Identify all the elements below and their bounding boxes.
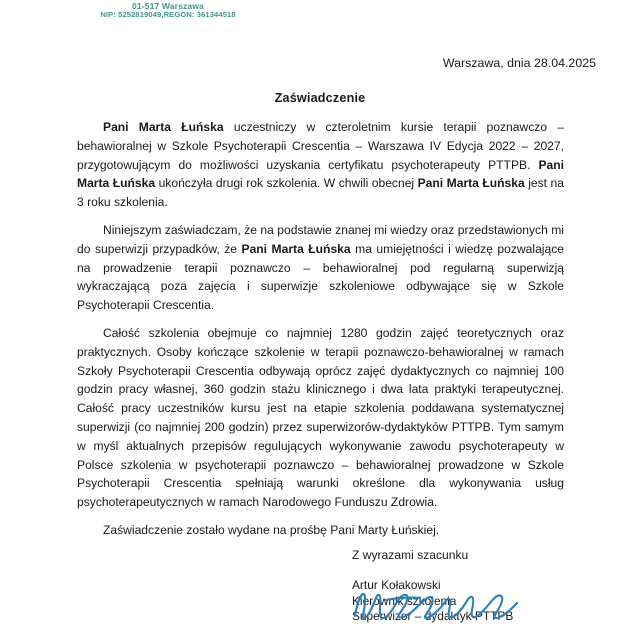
paragraph-4: Zaświadczenie zostało wydane na prośbę Pani Marty Łuńskiej. bbox=[103, 522, 440, 537]
closing-salutation: Z wyrazami szacunku bbox=[352, 548, 469, 562]
signatory-name: Artur Kołakowski bbox=[352, 578, 441, 592]
page-title: Zaświadczenie bbox=[274, 91, 366, 105]
document-header bbox=[0, 0, 640, 46]
signatory-role-1: Kierownik szkolenia bbox=[352, 593, 457, 608]
paragraph-1: Pani Marta Łuńska uczestniczy w czteroletnim kursie terapii poznawczo – behawioralnej w Szkole Psychoterapii Crescentia – Warszawa IV Edycja 2022 – 2027, przygotowującym do możliwości uzyskania certyfikatu psychoterapeuty PTTPB. Pani Marta Łuńska ukończyła drugi rok szkolenia. W chwili obecnej Pani Marta Łuńska jest na 3 roku szkolenia. bbox=[77, 120, 564, 210]
signatory-role-2: Superwizor – dydaktyk PTTPB bbox=[352, 609, 514, 624]
paragraph-3: Całość szkolenia obejmuje co najmniej 1280 godzin zajęć teoretycznych oraz praktycznych. Osoby kończące szkolenie w terapii poznawczo-behawioralnej w ramach Szkoły Psychoterapii Crescentia odbywają oprócz zajęć dydaktycznych co najmniej 100 godzin pracy własnej, 360 godzin stażu klinicznego i dwa lata praktyki terapeutycznej. Całość pracy uczestników kursu jest na etapie szkolenia poddawana systematycznej superwizji (co najmniej 200 godzin) przez superwizorów-dydaktyków PTTPB. Tym samym w myśl aktualnych przepisów regulujących wykonywanie zawodu psychoterapeuty w Polsce szkolenia w psychoterapii poznawczo – behawioralnej prowadzone w Szkole Psychoterapii Crescentia spełniają warunki określone dla wykonywania usług psychoterapeutycznych w ramach Narodowego Funduszu Zdrowia. bbox=[77, 325, 564, 510]
emphasized-text: Pani Marta Łuńska bbox=[241, 241, 351, 256]
date-line: Warszawa, dnia 28.04.2025 bbox=[442, 56, 596, 70]
emphasized-text: Pani Marta Łuńska bbox=[417, 176, 525, 191]
stamp-tax-ids: NIP: 5252819049,REGON: 361344518 bbox=[100, 9, 236, 19]
emphasized-text: Pani Marta Łuńska bbox=[103, 120, 224, 134]
signature-block bbox=[352, 578, 632, 625]
document-body bbox=[77, 118, 564, 540]
stamp-address-line-2: 01-517 Warszawa bbox=[132, 0, 204, 11]
company-stamp bbox=[78, 0, 258, 20]
emphasized-text: Pani Marta Łuńska bbox=[77, 157, 564, 191]
paragraph-2: Niniejszym zaświadczam, że na podstawie znanej mi wiedzy oraz przedstawionych mi do superwizji przypadków, że Pani Marta Łuńska ma umiejętności i wiedzę pozwalające na prowadzenie terapii poznawczo – behawioralnej pod regularną superwizją wykraczającą poza zajęcia i superwizje szkoleniowe odbywające się w Szkole Psychoterapii Crescentia. bbox=[77, 222, 564, 313]
